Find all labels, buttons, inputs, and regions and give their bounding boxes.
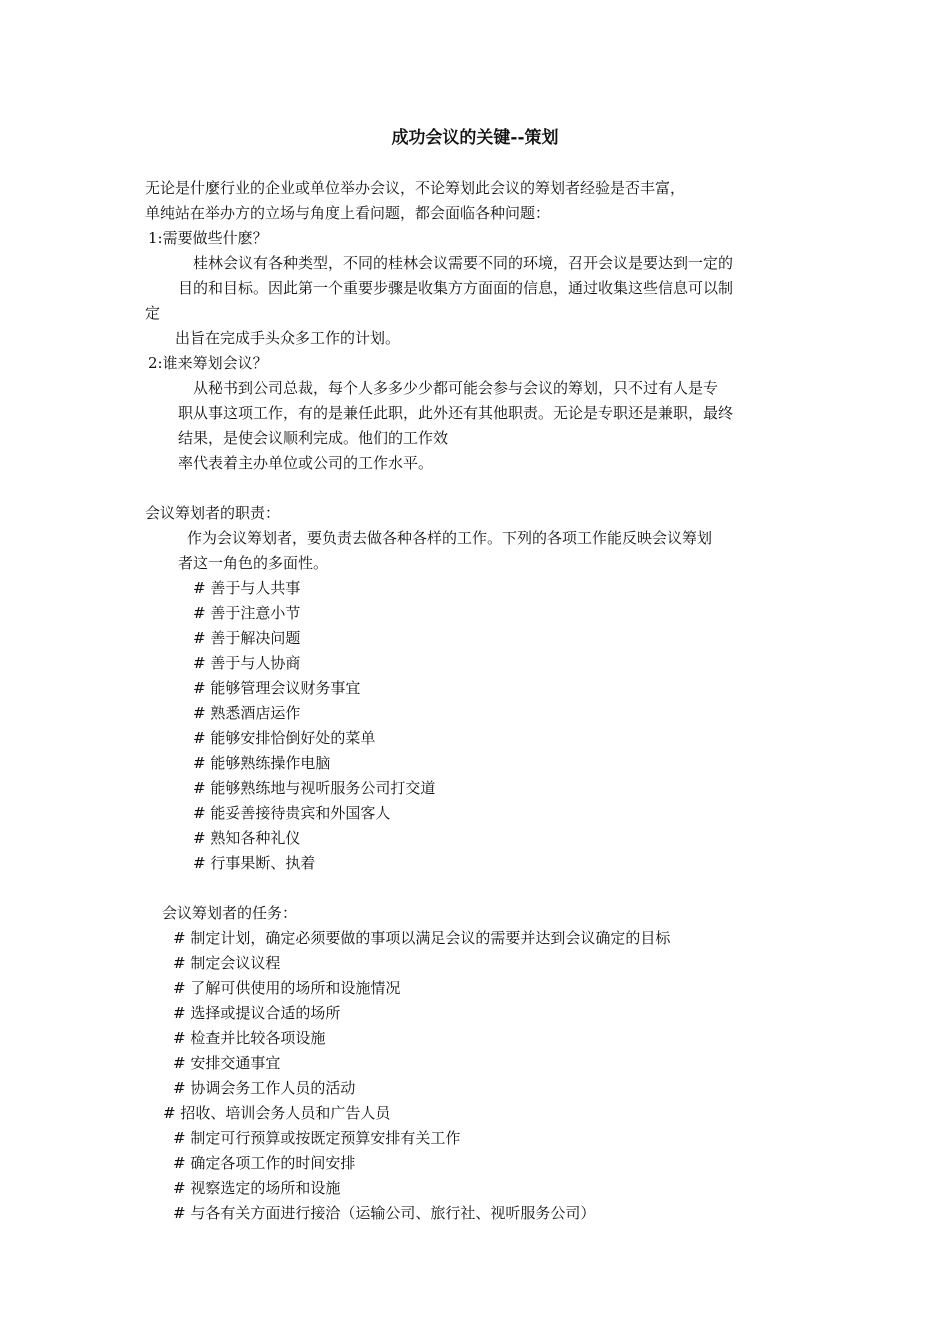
intro-line-1: 无论是什麼行业的企业或单位举办会议，不论筹划此会议的筹划者经验是否丰富， xyxy=(145,179,686,197)
q1-heading: 1:需要做些什麽？ xyxy=(148,229,268,247)
list-item: # 制定会议议程 xyxy=(173,954,281,972)
duties-intro-2: 者这一角色的多面性。 xyxy=(178,554,329,572)
q2-line-2: 职从事这项工作，有的是兼任此职，此外还有其他职责。无论是专职还是兼职，最终 xyxy=(178,404,734,422)
list-item: # 协调会务工作人员的活动 xyxy=(173,1079,356,1097)
list-item: # 能妥善接待贵宾和外国客人 xyxy=(193,804,391,822)
list-item: # 确定各项工作的时间安排 xyxy=(173,1154,356,1172)
q2-line-4: 率代表着主办单位或公司的工作水平。 xyxy=(178,454,434,472)
q2-line-1: 从秘书到公司总裁，每个人多多少少都可能会参与会议的筹划，只不过有人是专 xyxy=(193,379,719,397)
q1-line-1: 桂林会议有各种类型，不同的桂林会议需要不同的环境，召开会议是要达到一定的 xyxy=(193,254,734,272)
q1-line-3: 定 xyxy=(145,304,161,322)
list-item: # 与各有关方面进行接洽（运输公司、旅行社、视听服务公司） xyxy=(173,1204,596,1222)
list-item: # 熟悉酒店运作 xyxy=(193,704,301,722)
list-item: # 选择或提议合适的场所 xyxy=(173,1004,341,1022)
q2-heading: 2:谁来筹划会议？ xyxy=(148,354,268,372)
q1-line-4: 出旨在完成手头众多工作的计划。 xyxy=(175,329,401,347)
q1-line-2: 目的和目标。因此第一个重要步骤是收集方方面面的信息，通过收集这些信息可以制 xyxy=(178,279,734,297)
duties-intro-1: 作为会议筹划者，要负责去做各种各样的工作。下列的各项工作能反映会议筹划 xyxy=(187,529,713,547)
duties-heading: 会议筹划者的职责： xyxy=(145,504,281,522)
list-item: # 安排交通事宜 xyxy=(173,1054,281,1072)
list-item: # 能够管理会议财务事宜 xyxy=(193,679,361,697)
list-item: # 能够熟练地与视听服务公司打交道 xyxy=(193,779,436,797)
list-item: # 善于与人协商 xyxy=(193,654,301,672)
q2-line-3: 结果，是使会议顺利完成。他们的工作效 xyxy=(178,429,449,447)
list-item: # 熟知各种礼仪 xyxy=(193,829,301,847)
list-item: # 招收、培训会务人员和广告人员 xyxy=(163,1104,391,1122)
list-item: # 视察选定的场所和设施 xyxy=(173,1179,341,1197)
list-item: # 能够安排恰倒好处的菜单 xyxy=(193,729,376,747)
tasks-heading: 会议筹划者的任务： xyxy=(162,904,298,922)
list-item: # 了解可供使用的场所和设施情况 xyxy=(173,979,401,997)
intro-line-2: 单纯站在举办方的立场与角度上看问题，都会面临各种问题： xyxy=(145,204,551,222)
list-item: # 检查并比较各项设施 xyxy=(173,1029,326,1047)
list-item: # 善于解决问题 xyxy=(193,629,301,647)
list-item: # 行事果断、执着 xyxy=(193,854,316,872)
list-item: # 善于注意小节 xyxy=(193,604,301,622)
list-item: # 能够熟练操作电脑 xyxy=(193,754,331,772)
list-item: # 制定计划，确定必须要做的事项以满足会议的需要并达到会议确定的目标 xyxy=(173,929,671,947)
document-title: 成功会议的关键--策划 xyxy=(391,128,559,148)
list-item: # 善于与人共事 xyxy=(193,579,301,597)
list-item: # 制定可行预算或按既定预算安排有关工作 xyxy=(173,1129,461,1147)
